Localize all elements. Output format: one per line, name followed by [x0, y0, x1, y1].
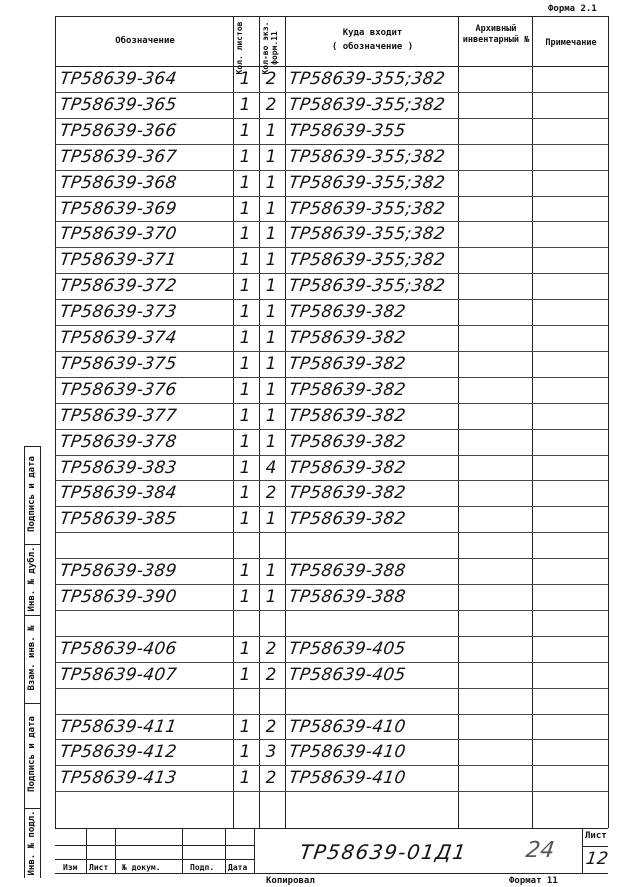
- cell-copies: 1: [265, 405, 277, 426]
- frame-top: [55, 16, 608, 17]
- cell-copies: 2: [265, 664, 277, 685]
- stamp-col-date: Дата: [228, 863, 248, 872]
- side-label-replace-inv: Взам. инв. №: [27, 625, 37, 691]
- cell-sheets: 1: [239, 483, 251, 504]
- row-rule: [55, 610, 608, 611]
- cell-designation: ТР58639-376: [58, 379, 179, 400]
- cell-copies: 1: [265, 509, 277, 530]
- cell-designation: ТР58639-413: [58, 768, 179, 789]
- cell-destination: ТР58639-382: [287, 405, 408, 426]
- row-rule: [55, 506, 608, 507]
- row-rule: [55, 429, 608, 430]
- cell-destination: ТР58639-382: [287, 353, 408, 374]
- cell-copies: 2: [265, 638, 277, 659]
- cell-destination: ТР58639-382: [287, 328, 408, 348]
- row-rule: [55, 791, 608, 792]
- cell-copies: 1: [265, 353, 277, 374]
- cell-destination: ТР58639-355;382: [287, 198, 447, 219]
- col-divider-archive: [458, 16, 459, 828]
- cell-sheets: 1: [239, 664, 251, 685]
- cell-designation: ТР58639-369: [58, 198, 179, 219]
- sheet-label: Лист: [585, 831, 607, 841]
- cell-destination: ТР58639-382: [287, 509, 408, 530]
- header-note: Примечание: [545, 38, 597, 48]
- cell-destination: ТР58639-388: [287, 587, 408, 607]
- cell-copies: 1: [265, 302, 277, 323]
- cell-destination: ТР58639-355;382: [287, 146, 447, 167]
- cell-sheets: 1: [239, 379, 251, 400]
- header-archive: Архивный инвентарный №: [462, 24, 530, 45]
- cell-copies: 1: [265, 379, 277, 400]
- margin-line-right: [40, 446, 41, 878]
- cell-copies: 1: [265, 276, 277, 297]
- row-rule: [55, 221, 608, 222]
- cell-destination: ТР58639-405: [287, 638, 408, 659]
- row-rule: [55, 480, 608, 481]
- row-rule: [55, 662, 608, 663]
- cell-designation: ТР58639-375: [58, 353, 179, 374]
- cell-sheets: 1: [239, 587, 251, 607]
- cell-copies: 1: [265, 146, 277, 167]
- margin-line-left: [24, 446, 25, 878]
- stamp-col-2: [115, 828, 116, 873]
- side-label-signature-bottom: Подпись и дата: [27, 716, 37, 792]
- cell-sheets: 1: [239, 276, 251, 297]
- row-rule: [55, 403, 608, 404]
- cell-designation: ТР58639-374: [58, 328, 179, 348]
- side-label-dup-inv: Инв. № дубл.: [27, 546, 37, 612]
- cell-copies: 4: [265, 457, 277, 478]
- cell-copies: 2: [265, 483, 277, 504]
- header-sheets: Кол. листов: [235, 21, 244, 75]
- cell-destination: ТР58639-355;382: [287, 69, 447, 89]
- stamp-col-5: [254, 828, 255, 873]
- cell-sheets: 1: [239, 768, 251, 789]
- header-destination-sub: ( обозначение ): [331, 42, 414, 52]
- cell-destination: ТР58639-382: [287, 431, 408, 452]
- row-rule: [55, 714, 608, 715]
- cell-sheets: 1: [239, 431, 251, 452]
- cell-sheets: 1: [239, 94, 251, 115]
- stamp-sheet-line: [582, 846, 608, 847]
- document-code: ТР58639-01Д1: [298, 840, 469, 864]
- cell-destination: ТР58639-382: [287, 379, 408, 400]
- cell-sheets: 1: [239, 69, 251, 89]
- row-rule: [55, 170, 608, 171]
- cell-copies: 1: [265, 224, 277, 245]
- side-label-original-inv: Инв. № подл.: [27, 810, 37, 876]
- frame-left: [55, 16, 56, 828]
- row-rule: [55, 351, 608, 352]
- row-rule: [55, 247, 608, 248]
- cell-destination: ТР58639-382: [287, 483, 408, 504]
- cell-designation: ТР58639-385: [58, 509, 179, 530]
- header-destination: Куда входит: [342, 28, 403, 38]
- cell-copies: 1: [265, 198, 277, 219]
- cell-designation: ТР58639-372: [58, 276, 179, 297]
- cell-sheets: 1: [239, 509, 251, 530]
- side-label-signature-top: Подпись и дата: [27, 456, 37, 532]
- row-rule: [55, 118, 608, 119]
- cell-destination: ТР58639-382: [287, 302, 408, 323]
- cell-designation: ТР58639-368: [58, 172, 179, 193]
- cell-copies: 2: [265, 94, 277, 115]
- cell-sheets: 1: [239, 638, 251, 659]
- cell-sheets: 1: [239, 250, 251, 271]
- row-rule: [55, 532, 608, 533]
- cell-designation: ТР58639-412: [58, 742, 179, 763]
- cell-copies: 1: [265, 431, 277, 452]
- cell-destination: ТР58639-355;382: [287, 250, 447, 271]
- sheet-number: 12: [584, 849, 610, 869]
- cell-copies: 2: [265, 69, 277, 89]
- cell-copies: 1: [265, 250, 277, 271]
- cell-destination: ТР58639-355: [287, 120, 408, 141]
- cell-copies: 1: [265, 172, 277, 193]
- cell-designation: ТР58639-390: [58, 587, 179, 607]
- cell-designation: ТР58639-383: [58, 457, 179, 478]
- stamp-col-1: [86, 828, 87, 873]
- cell-designation: ТР58639-377: [58, 405, 179, 426]
- cell-designation: ТР58639-364: [58, 69, 179, 89]
- frame-header-bottom: [55, 66, 608, 67]
- row-rule: [55, 636, 608, 637]
- row-rule: [55, 765, 608, 766]
- stamp-col-sign: Подп.: [190, 863, 215, 872]
- cell-destination: ТР58639-410: [287, 716, 408, 737]
- cell-copies: 1: [265, 328, 277, 348]
- row-rule: [55, 739, 608, 740]
- form-label: Форма 2.1: [548, 4, 597, 14]
- cell-designation: ТР58639-371: [58, 250, 179, 271]
- cell-sheets: 1: [239, 120, 251, 141]
- footer-format: Формат 11: [509, 876, 558, 886]
- frame-right: [608, 16, 609, 828]
- cell-designation: ТР58639-367: [58, 146, 179, 167]
- cell-sheets: 1: [239, 224, 251, 245]
- cell-destination: ТР58639-382: [287, 457, 408, 478]
- cell-designation: ТР58639-384: [58, 483, 179, 504]
- cell-destination: ТР58639-410: [287, 742, 408, 763]
- signature-mark: 24: [524, 838, 557, 863]
- cell-destination: ТР58639-355;382: [287, 224, 447, 245]
- row-rule: [55, 584, 608, 585]
- cell-copies: 1: [265, 120, 277, 141]
- cell-sheets: 1: [239, 172, 251, 193]
- stamp-col-docnum: № докум.: [122, 863, 161, 872]
- stamp-sheet-divider: [582, 828, 583, 873]
- stamp-col-3: [182, 828, 183, 873]
- row-rule: [55, 144, 608, 145]
- stamp-col-change: Изм: [63, 863, 78, 872]
- cell-destination: ТР58639-355;382: [287, 276, 447, 297]
- cell-sheets: 1: [239, 146, 251, 167]
- cell-destination: ТР58639-355;382: [287, 172, 447, 193]
- cell-destination: ТР58639-405: [287, 664, 408, 685]
- cell-sheets: 1: [239, 716, 251, 737]
- row-rule: [55, 688, 608, 689]
- row-rule: [55, 455, 608, 456]
- cell-designation: ТР58639-366: [58, 120, 179, 141]
- cell-destination: ТР58639-388: [287, 561, 408, 582]
- footer-copied: Копировал: [266, 876, 315, 886]
- cell-copies: 1: [265, 587, 277, 607]
- row-rule: [55, 558, 608, 559]
- cell-sheets: 1: [239, 353, 251, 374]
- row-rule: [55, 325, 608, 326]
- cell-destination: ТР58639-410: [287, 768, 408, 789]
- cell-sheets: 1: [239, 457, 251, 478]
- cell-copies: 2: [265, 768, 277, 789]
- stamp-col-4: [225, 828, 226, 873]
- col-divider-note: [532, 16, 533, 828]
- cell-copies: 1: [265, 561, 277, 582]
- cell-sheets: 1: [239, 561, 251, 582]
- cell-sheets: 1: [239, 405, 251, 426]
- cell-designation: ТР58639-389: [58, 561, 179, 582]
- cell-designation: ТР58639-373: [58, 302, 179, 323]
- cell-copies: 2: [265, 716, 277, 737]
- cell-sheets: 1: [239, 302, 251, 323]
- col-divider-dest: [285, 16, 286, 828]
- cell-destination: ТР58639-355;382: [287, 94, 447, 115]
- cell-designation: ТР58639-407: [58, 664, 179, 685]
- row-rule: [55, 377, 608, 378]
- cell-designation: ТР58639-411: [58, 716, 179, 737]
- cell-sheets: 1: [239, 198, 251, 219]
- header-copies: Кол-во экз. форм.11: [261, 21, 279, 75]
- header-designation: Обозначение: [115, 36, 175, 46]
- row-rule: [55, 92, 608, 93]
- cell-copies: 3: [265, 742, 277, 763]
- cell-designation: ТР58639-406: [58, 638, 179, 659]
- cell-sheets: 1: [239, 742, 251, 763]
- row-rule: [55, 196, 608, 197]
- stamp-bottom: [55, 873, 608, 874]
- cell-designation: ТР58639-378: [58, 431, 179, 452]
- row-rule: [55, 299, 608, 300]
- cell-designation: ТР58639-370: [58, 224, 179, 245]
- stamp-top: [55, 828, 608, 829]
- row-rule: [55, 273, 608, 274]
- cell-sheets: 1: [239, 328, 251, 348]
- stamp-col-sheet: Лист: [89, 863, 109, 872]
- cell-designation: ТР58639-365: [58, 94, 179, 115]
